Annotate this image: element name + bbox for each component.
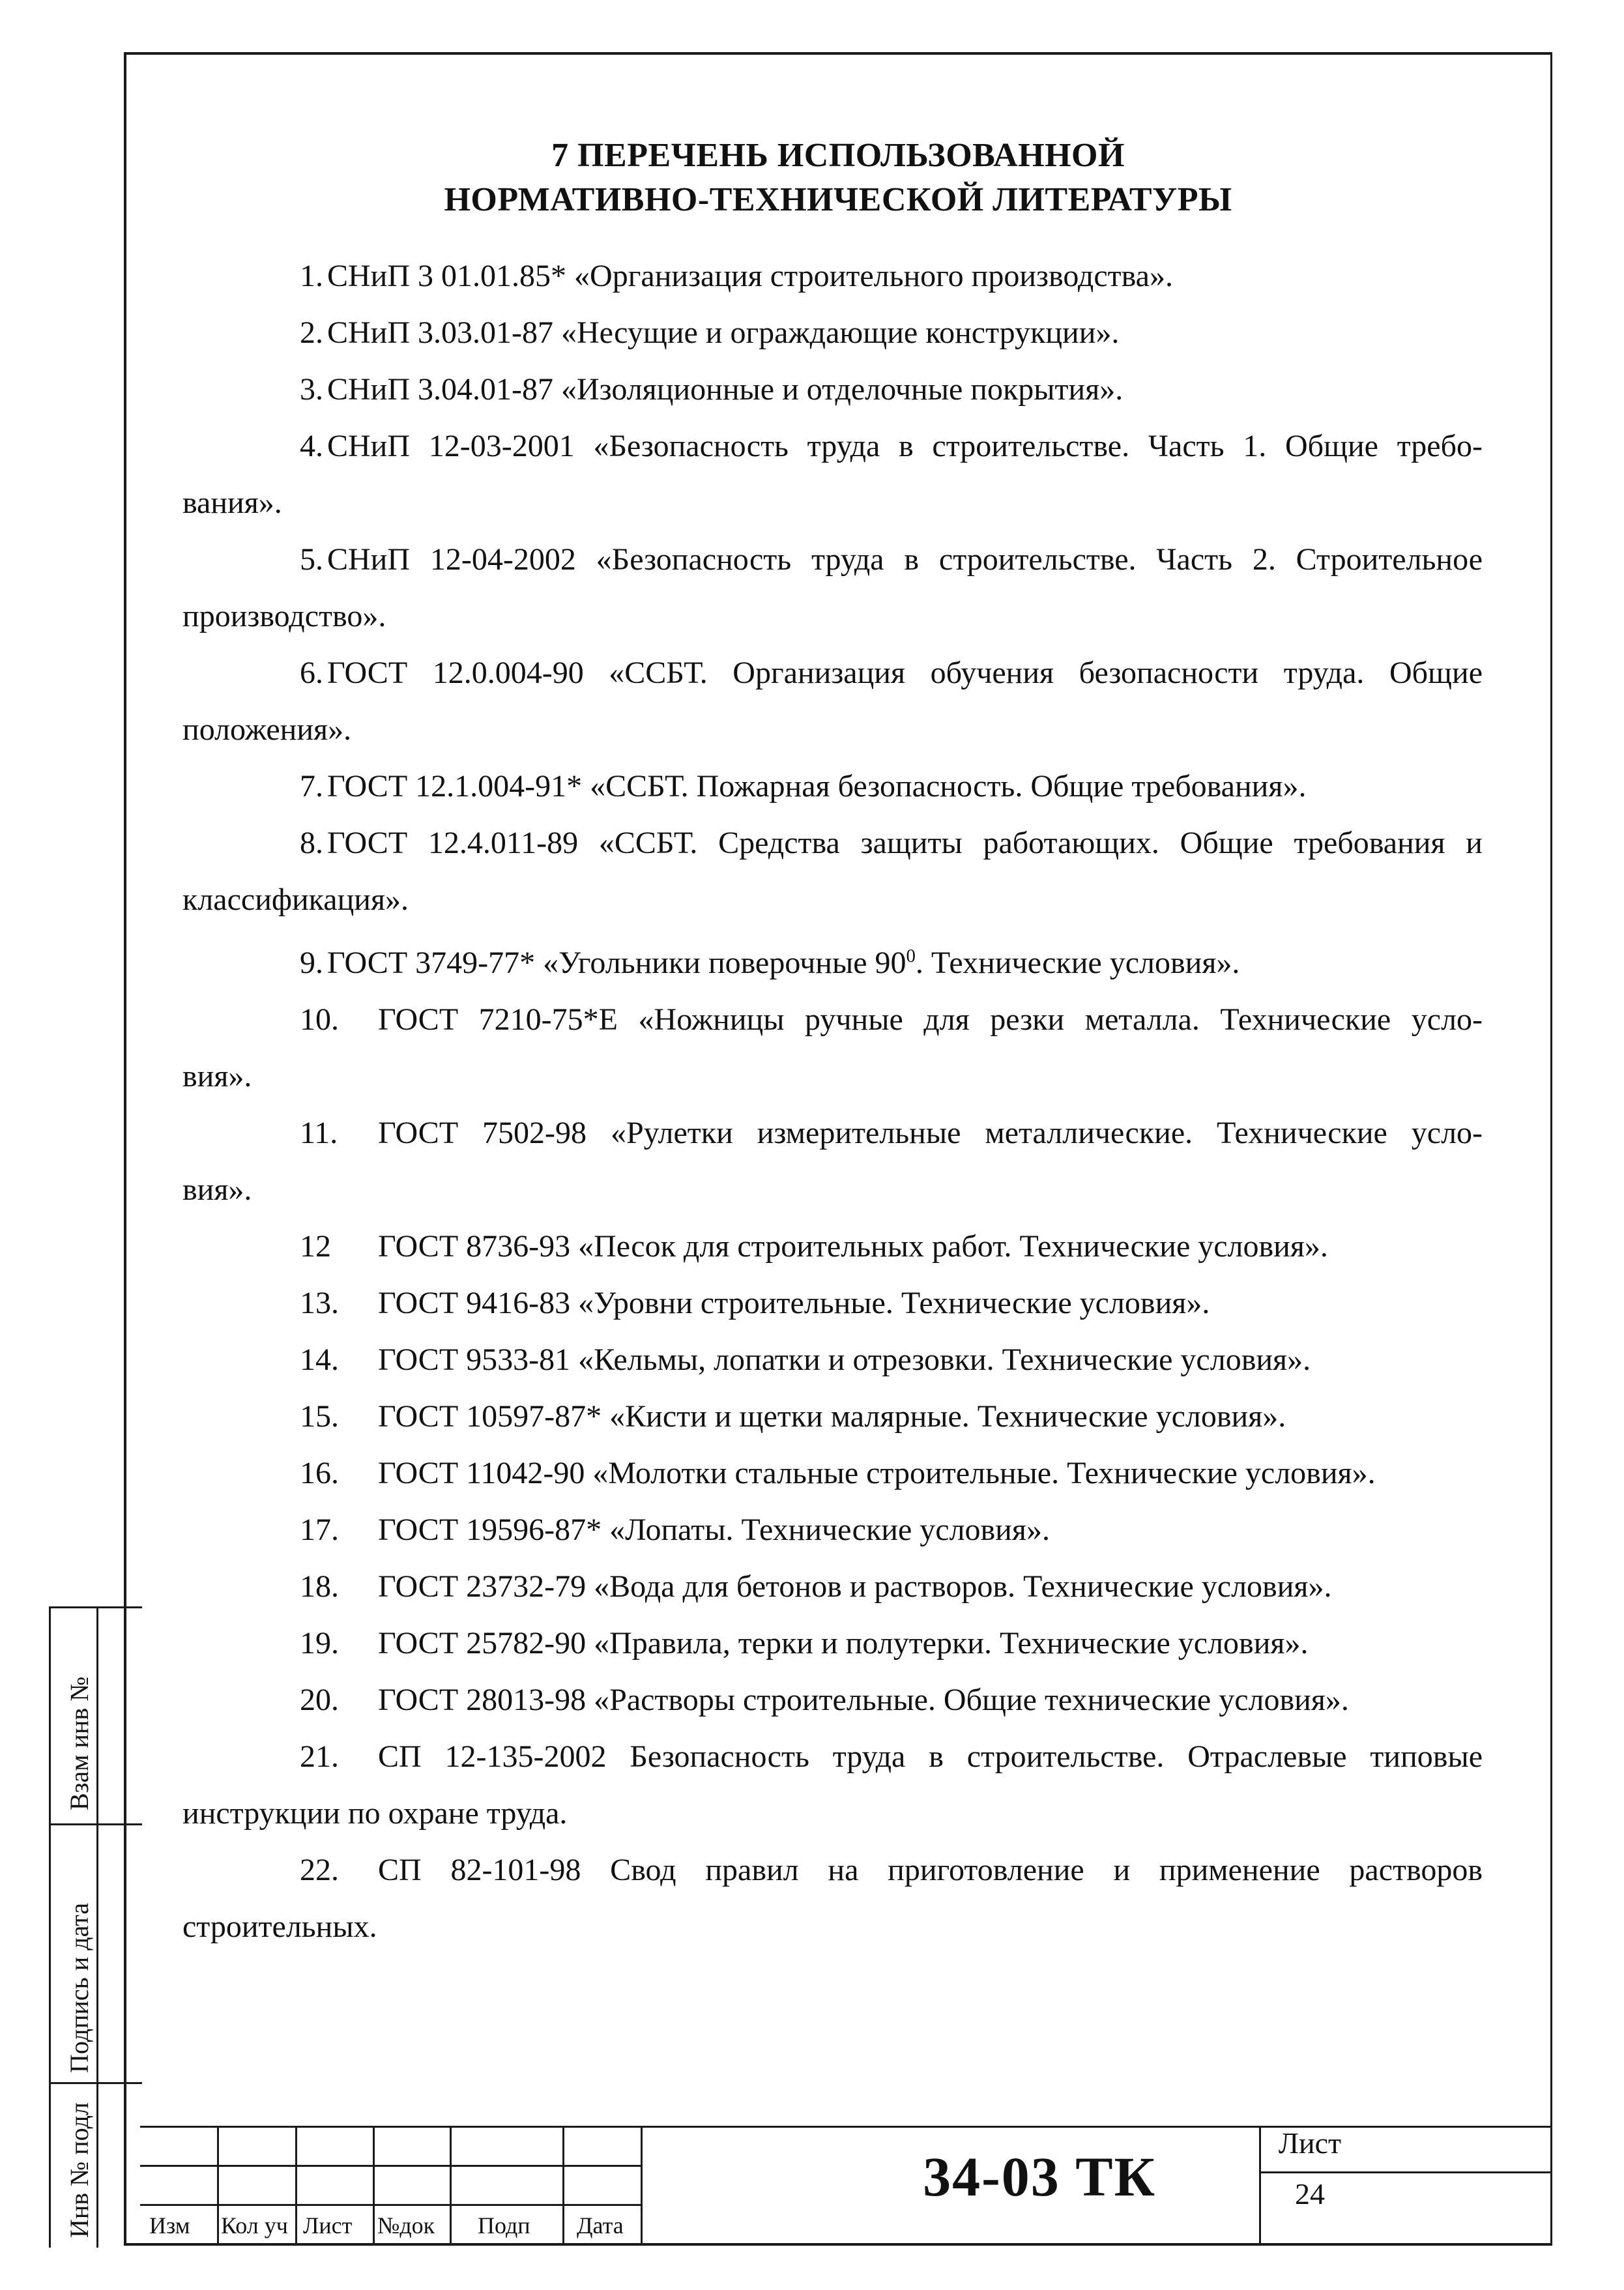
inv-label: Инв № подл: [65, 2102, 94, 2238]
reference-number: 13.: [300, 1286, 339, 1320]
reference-number: 16.: [300, 1456, 339, 1490]
reference-item: [182, 1105, 1483, 1218]
reference-first-line: [182, 1558, 1483, 1615]
reference-number: 4.: [300, 429, 323, 463]
col-kol: Кол уч: [221, 2212, 288, 2239]
reference-number: 17.: [300, 1513, 339, 1547]
reference-text: СНиП 3.03.01-87 «Несущие и ограждающие конструкции».: [327, 315, 1120, 350]
reference-text: ГОСТ 25782-90 «Правила, терки и полутерки. Технические условия».: [378, 1626, 1309, 1660]
reference-item: [182, 304, 1483, 361]
reference-first-line: [182, 304, 1483, 361]
reference-first-line: [182, 1388, 1483, 1445]
tb-col-rule: [373, 2126, 375, 2246]
reference-item: [182, 1218, 1483, 1275]
reference-item: [182, 1445, 1483, 1501]
reference-item: [182, 928, 1483, 991]
reference-first-line: [182, 418, 1483, 474]
reference-number: 6.: [300, 656, 323, 690]
reference-first-line: [182, 991, 1483, 1048]
col-data: Дата: [577, 2212, 624, 2239]
reference-first-line: [182, 928, 1483, 991]
reference-text: ГОСТ 19596-87* «Лопаты. Технические условия».: [378, 1513, 1050, 1547]
reference-item: [182, 1558, 1483, 1615]
reference-continuation: положения».: [182, 712, 352, 747]
side-cell-vzam: [51, 1608, 142, 1825]
reference-continuation: вия».: [182, 1172, 252, 1207]
col-podp: Подп: [478, 2212, 530, 2239]
reference-continuation: вания».: [182, 486, 282, 520]
reference-first-line: [182, 1728, 1483, 1785]
reference-text: ГОСТ 12.4.011-89 «ССБТ. Средства защиты работающих. Общие требования и: [327, 826, 1483, 860]
reference-text: ГОСТ 3749-77* «Угольники поверочные 90: [327, 946, 906, 980]
reference-number: 8.: [300, 826, 323, 860]
reference-number: 10.: [300, 1002, 339, 1037]
reference-text: ГОСТ 9416-83 «Уровни строительные. Технические условия».: [378, 1286, 1210, 1320]
side-cell-podpis: [51, 1825, 142, 2084]
reference-number: 15.: [300, 1399, 339, 1434]
reference-text: СП 12-135-2002 Безопасность труда в строительстве. Отраслевые типовые: [378, 1739, 1483, 1774]
reference-text: ГОСТ 11042-90 «Молотки стальные строительные. Технические условия».: [378, 1456, 1376, 1490]
reference-text: СНиП 12-04-2002 «Безопасность труда в строительстве. Часть 2. Строительное: [327, 542, 1483, 577]
reference-item: [182, 418, 1483, 531]
title-block: [140, 2126, 1552, 2246]
reference-text: СНиП 3 01.01.85* «Организация строительного производства».: [327, 259, 1173, 293]
podpis-label: Подпись и дата: [65, 1902, 94, 2073]
reference-number: 11.: [300, 1116, 338, 1150]
reference-item: [182, 991, 1483, 1105]
reference-number: 21.: [300, 1739, 339, 1774]
reference-first-line: [182, 1275, 1483, 1331]
reference-first-line: [182, 1842, 1483, 1898]
reference-first-line: [182, 1331, 1483, 1388]
tb-col-rule: [295, 2126, 297, 2246]
reference-item: [182, 1615, 1483, 1672]
reference-first-line: [182, 361, 1483, 418]
reference-text: СНиП 12-03-2001 «Безопасность труда в строительстве. Часть 1. Общие требо-: [327, 429, 1483, 463]
reference-text: ГОСТ 7210-75*Е «Ножницы ручные для резки металла. Технические усло-: [378, 1002, 1483, 1037]
reference-text: СП 82-101-98 Свод правил на приготовление и применение растворов: [378, 1853, 1483, 1887]
tb-row-rule-1: [140, 2165, 641, 2167]
reference-item: [182, 1501, 1483, 1558]
reference-text: СНиП 3.04.01-87 «Изоляционные и отделочные покрытия».: [327, 372, 1124, 407]
reference-text: ГОСТ 9533-81 «Кельмы, лопатки и отрезовки. Технические условия».: [378, 1342, 1311, 1377]
reference-item: [182, 1275, 1483, 1331]
reference-number: 9.: [300, 946, 323, 980]
side-cell-inv: [51, 2084, 142, 2246]
tb-col-rule: [641, 2126, 643, 2246]
page-title: [124, 134, 1552, 222]
reference-number: 19.: [300, 1626, 339, 1660]
reference-item: [182, 1842, 1483, 1955]
tb-col-rule: [217, 2126, 219, 2246]
reference-first-line: [182, 1218, 1483, 1275]
reference-continuation: производство».: [182, 599, 386, 633]
sheet-number: 24: [1295, 2177, 1325, 2210]
reference-number: 22.: [300, 1853, 339, 1887]
reference-first-line: [182, 815, 1483, 871]
tb-col-rule: [450, 2126, 452, 2246]
col-izm: Изм: [149, 2212, 190, 2239]
document-code: 34-03 ТК: [923, 2145, 1156, 2208]
reference-item: [182, 248, 1483, 304]
reference-item: [182, 1672, 1483, 1728]
reference-item: [182, 758, 1483, 815]
reference-item: [182, 1728, 1483, 1842]
reference-text: ГОСТ 8736-93 «Песок для строительных работ. Технические условия».: [378, 1229, 1328, 1264]
reference-item: [182, 645, 1483, 758]
tb-col-rule: [562, 2126, 564, 2246]
tb-row-rule-2: [140, 2204, 641, 2206]
reference-number: 1.: [300, 259, 323, 293]
reference-number: 5.: [300, 542, 323, 577]
title-line-1: 7 ПЕРЕЧЕНЬ ИСПОЛЬЗОВАННОЙ: [551, 137, 1125, 174]
reference-text: ГОСТ 12.1.004-91* «ССБТ. Пожарная безопасность. Общие требования».: [327, 769, 1307, 804]
col-ndok: №док: [377, 2212, 435, 2239]
reference-item: [182, 361, 1483, 418]
reference-text: ГОСТ 7502-98 «Рулетки измерительные металлические. Технические усло-: [378, 1116, 1483, 1150]
reference-first-line: [182, 1501, 1483, 1558]
reference-item: [182, 531, 1483, 645]
reference-number: 18.: [300, 1569, 339, 1604]
reference-item: [182, 815, 1483, 928]
vzam-label: Взам инв №: [65, 1676, 94, 1810]
reference-first-line: [182, 1105, 1483, 1161]
reference-number: 14.: [300, 1342, 339, 1377]
reference-text: ГОСТ 10597-87* «Кисти и щетки малярные. Технические условия».: [378, 1399, 1286, 1434]
reference-number: 20.: [300, 1683, 339, 1717]
reference-continuation: вия».: [182, 1059, 252, 1094]
reference-continuation: инструкции по охране труда.: [182, 1796, 568, 1831]
reference-first-line: [182, 1445, 1483, 1501]
reference-text: ГОСТ 23732-79 «Вода для бетонов и растворов. Технические условия».: [378, 1569, 1332, 1604]
reference-item: [182, 1331, 1483, 1388]
reference-first-line: [182, 531, 1483, 588]
reference-first-line: [182, 248, 1483, 304]
tb-sheet-rule: [1259, 2171, 1552, 2173]
reference-continuation: строительных.: [182, 1909, 377, 1944]
reference-item: [182, 1388, 1483, 1445]
reference-first-line: [182, 758, 1483, 815]
reference-superscript: 0: [906, 946, 916, 966]
reference-list: [182, 248, 1483, 1955]
col-list: Лист: [303, 2212, 353, 2239]
reference-continuation: классификация».: [182, 882, 409, 917]
reference-text: ГОСТ 28013-98 «Растворы строительные. Общие технические условия».: [378, 1683, 1349, 1717]
reference-number: 7.: [300, 769, 323, 804]
reference-number: 12: [300, 1229, 331, 1264]
sheet-label: Лист: [1278, 2126, 1342, 2160]
reference-number: 2.: [300, 315, 323, 350]
reference-first-line: [182, 1615, 1483, 1672]
title-line-2: НОРМАТИВНО-ТЕХНИЧЕСКОЙ ЛИТЕРАТУРЫ: [444, 181, 1232, 218]
tb-col-rule: [1259, 2126, 1261, 2246]
reference-first-line: [182, 645, 1483, 701]
side-stamp: [49, 1606, 142, 2248]
reference-first-line: [182, 1672, 1483, 1728]
reference-text: ГОСТ 12.0.004-90 «ССБТ. Организация обучения безопасности труда. Общие: [327, 656, 1483, 690]
reference-text-tail: . Технические условия».: [915, 946, 1240, 980]
reference-number: 3.: [300, 372, 323, 407]
